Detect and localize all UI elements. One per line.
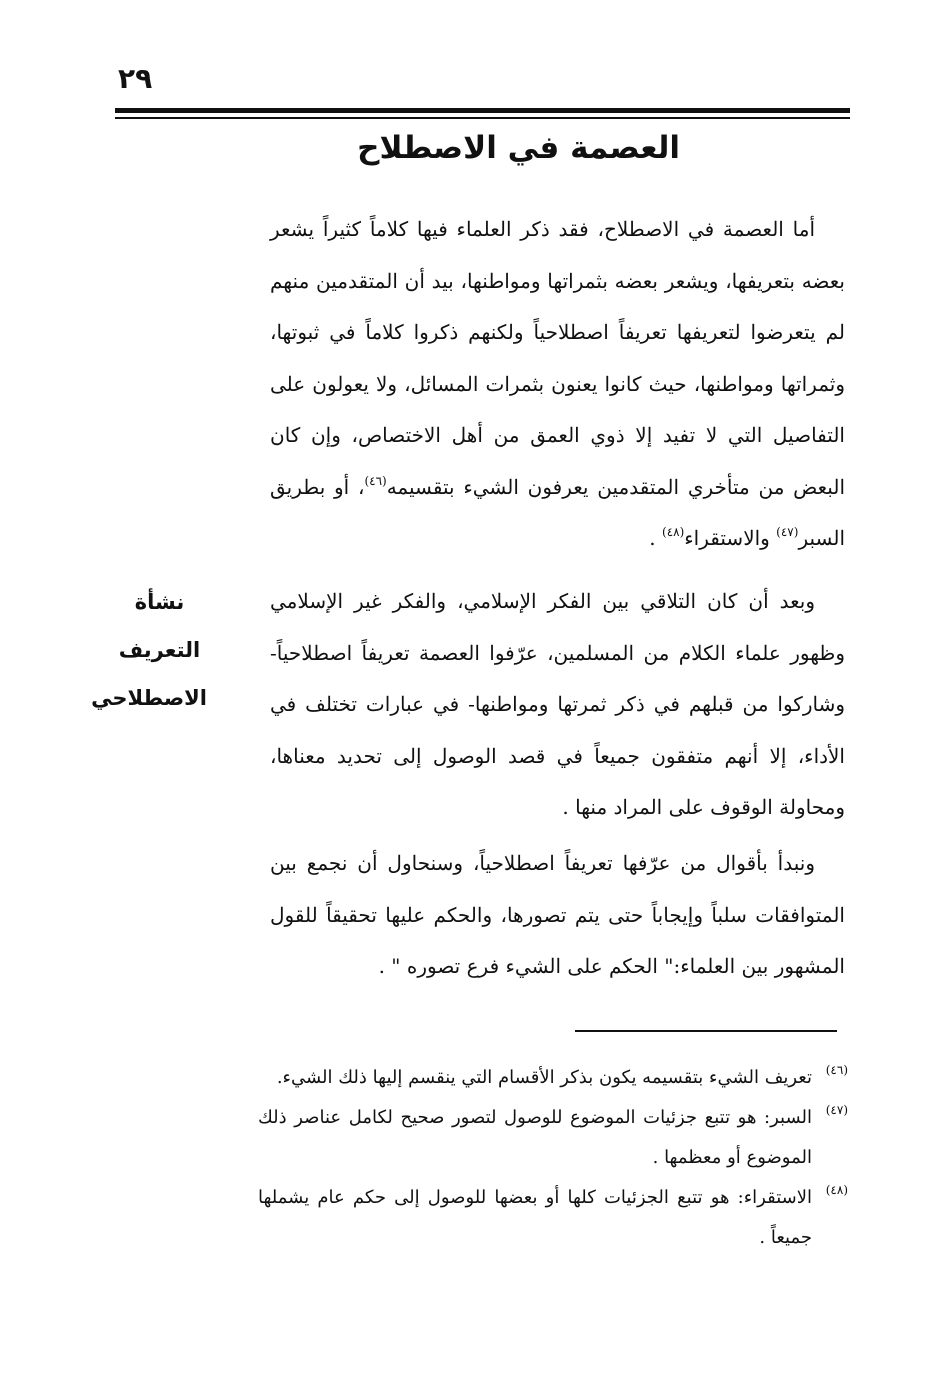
margin-note-line: نشأة xyxy=(134,590,185,614)
footnote-ref-47[interactable]: (٤٧) xyxy=(776,525,799,539)
footnote-number: (٤٦) xyxy=(825,1063,848,1077)
footnote-separator xyxy=(575,1030,837,1032)
footnote-46 xyxy=(258,1058,848,1098)
margin-note xyxy=(91,578,207,722)
paragraph-text: ، أو بطريق السبر xyxy=(270,474,845,550)
footnotes-section xyxy=(258,1058,848,1258)
footnote-47 xyxy=(258,1098,848,1178)
footnote-48 xyxy=(258,1178,848,1258)
margin-note-line: التعريف xyxy=(118,638,201,662)
margin-note-line: الاصطلاحي xyxy=(91,686,207,710)
paragraph-method xyxy=(270,838,845,993)
chapter-title: العصمة في الاصطلاح xyxy=(357,130,680,166)
paragraph-text: وبعد أن كان التلاقي بين الفكر الإسلامي، والفكر غير الإسلامي وظهور علماء الكلام من المسلمين، عرّفوا العصمة تعريفاً اصطلاحياً- وشاركوا من قبلهم في ذكر ثمرتها ومواطنها- في عبارات تختلف في الأداء، إلا أنهم متفقون جميعاً في قصد الوصول إلى تحديد معناها، ومحاولة الوقوف على المراد منها . xyxy=(270,589,845,819)
paragraph-text: والاستقراء xyxy=(684,526,777,550)
footnote-ref-46[interactable]: (٤٦) xyxy=(364,473,387,488)
paragraph-text: أما العصمة في الاصطلاح، فقد ذكر العلماء فيها كلاماً كثيراً يشعر بعضه بتعريفها، ويشعر بعضه بثمراتها ومواطنها، بيد أن المتقدمين منهم لم يتعرضوا لتعريفها تعريفاً اصطلاحياً ولكنهم ذكروا كلاماً في ثبوتها، وثمراتها ومواطنها، حيث كانوا يعنون بثمرات المسائل، ولا يعولون على التفاصيل التي لا تفيد إلا ذوي العمق من أهل الاختصاص، وإن كان البعض من متأخري المتقدمين يعرفون الشيء بتقسيمه xyxy=(270,217,845,499)
paragraph-text: ونبدأ بأقوال من عرّفها تعريفاً اصطلاحياً، وسنحاول أن نجمع بين المتوافقات سلباً وإيجاباً حتى يتم تصورها، والحكم عليها تحقيقاً للقول المشهور بين العلماء:" الحكم على الشيء فرع تصوره " . xyxy=(270,851,845,978)
footnote-ref-48[interactable]: (٤٨) xyxy=(662,525,685,539)
paragraph-definition-intro xyxy=(270,204,845,565)
footnote-text: تعريف الشيء بتقسيمه يكون بذكر الأقسام التي ينقسم إليها ذلك الشيء. xyxy=(276,1067,812,1088)
header-rule-thin xyxy=(115,117,850,119)
footnote-number: (٤٧) xyxy=(825,1103,848,1117)
footnote-text: السبر: هو تتبع جزئيات الموضوع للوصول لتصور صحيح لكامل عناصر ذلك الموضوع أو معظمها . xyxy=(258,1107,812,1168)
footnote-text: الاستقراء: هو تتبع الجزئيات كلها أو بعضها للوصول إلى حكم عام يشملها جميعاً . xyxy=(258,1187,812,1248)
paragraph-text: . xyxy=(649,526,663,550)
paragraph-kalam-definitions xyxy=(270,576,845,834)
page-number: ٢٩ xyxy=(118,62,153,95)
footnote-number: (٤٨) xyxy=(825,1183,848,1197)
header-rule-thick xyxy=(115,108,850,113)
